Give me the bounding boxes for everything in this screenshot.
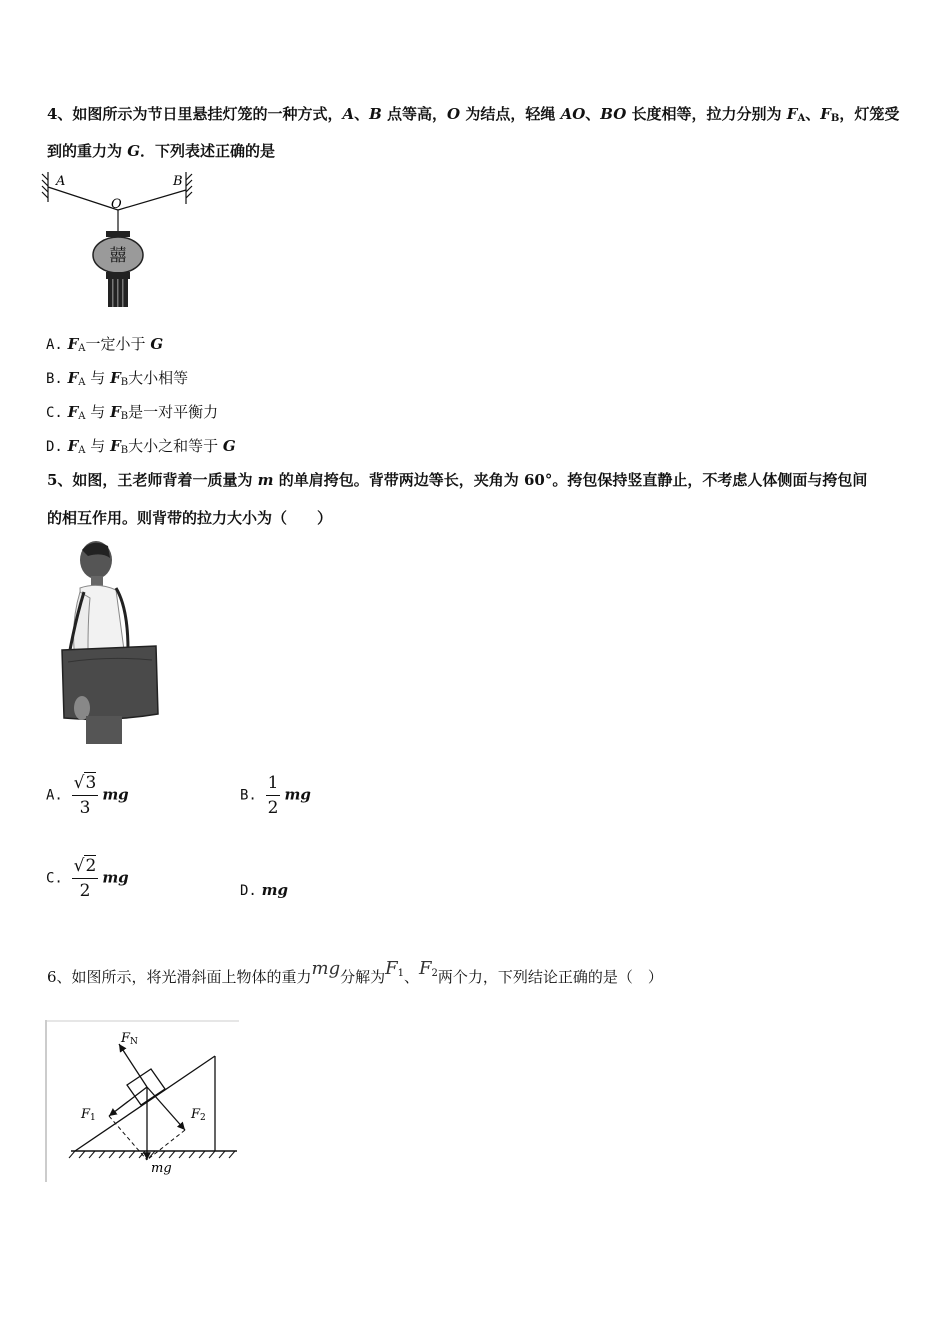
q4-text: 到的重力为 — [47, 142, 128, 160]
q5-stem-line1 — [47, 469, 867, 490]
neck — [91, 576, 103, 586]
option-text: 与 — [85, 403, 111, 421]
var-mg: mg — [261, 881, 289, 899]
q4-sub-a: A — [797, 113, 806, 124]
q4-option-d[interactable] — [46, 435, 236, 456]
var-f: F — [110, 403, 121, 421]
label-b: B — [173, 174, 183, 189]
sub: B — [120, 445, 129, 456]
var-f: F — [110, 369, 121, 387]
lantern-bottom — [106, 272, 130, 279]
fraction — [72, 856, 99, 901]
label-a: A — [56, 174, 66, 189]
denominator: 3 — [79, 798, 91, 818]
label-fn: FN — [121, 1031, 138, 1047]
q4-var-ao: AO — [560, 105, 586, 123]
option-text: 与 — [85, 437, 111, 455]
var-mg: mg — [284, 785, 311, 804]
option-text: 是一对平衡力 — [128, 403, 219, 421]
dashed-line-f1 — [109, 1116, 147, 1160]
q6-sub-1: 1 — [397, 968, 405, 979]
q6-stem — [47, 958, 663, 987]
q4-var-o: O — [447, 105, 461, 123]
q5-text: 5、如图，王老师背着一质量为 — [47, 471, 258, 489]
q4-stem-line2 — [47, 140, 275, 161]
sub: A — [78, 445, 86, 456]
var-f: F — [67, 335, 79, 353]
q5-option-b[interactable] — [240, 773, 311, 818]
q4-sep: 、 — [585, 105, 601, 123]
q6-var-f2: F — [419, 958, 432, 979]
q4-text: 4、如图所示为节日里悬挂灯笼的一种方式， — [47, 105, 343, 123]
sub: A — [78, 377, 86, 388]
lantern-tassel — [108, 279, 128, 307]
q4-text: ．下列表述正确的是 — [140, 142, 276, 160]
q4-var-fa: F — [786, 105, 798, 123]
rope-ao — [48, 187, 118, 210]
sub: A — [78, 411, 86, 422]
q6-text: 两个力，下列结论正确的是（ ） — [437, 968, 663, 986]
q4-text: 为结点，轻绳 — [460, 105, 561, 123]
denominator: 2 — [79, 881, 91, 901]
q4-var-a: A — [342, 105, 355, 123]
q6-var-f1: F — [385, 958, 398, 979]
var-f: F — [67, 403, 79, 421]
q4-option-a[interactable] — [46, 333, 163, 354]
q4-var-bo: BO — [600, 105, 627, 123]
f2-arrow — [147, 1087, 185, 1130]
dashed-line-f2 — [147, 1130, 185, 1160]
var-f: F — [67, 369, 79, 387]
q4-var-fb: F — [820, 105, 831, 123]
q4-option-c[interactable] — [46, 401, 218, 422]
q6-sep: 、 — [404, 968, 420, 986]
q5-option-c[interactable] — [46, 856, 129, 901]
label-mg: mg — [151, 1161, 172, 1176]
denominator: 2 — [267, 798, 279, 818]
q5-text: 的相互作用。则背带的拉力大小为（ ） — [47, 509, 333, 527]
q5-teacher-photo — [58, 538, 162, 746]
q4-var-g: G — [127, 142, 141, 160]
option-text: 大小相等 — [128, 369, 189, 387]
q4-text: ，灯笼受 — [839, 105, 900, 123]
option-text: 一定小于 — [85, 335, 151, 353]
option-label: C. — [46, 870, 63, 887]
q4-lantern-figure — [40, 168, 200, 310]
sqrt-icon: √ — [73, 856, 85, 876]
var-f: F — [67, 437, 79, 455]
q4-text: 长度相等，拉力分别为 — [626, 105, 787, 123]
q4-sep: 、 — [805, 105, 821, 123]
q5-text: 的单肩挎包。背带两边等长，夹角为 60°。挎包保持竖直静止，不考虑人体侧面与挎包间 — [273, 471, 868, 489]
q4-sep: 、 — [354, 105, 370, 123]
fraction — [266, 773, 281, 818]
option-label: B. — [46, 371, 63, 387]
sqrt-icon: √ — [73, 773, 85, 793]
left-wall — [42, 172, 48, 202]
q6-incline-figure — [45, 1020, 241, 1182]
option-label: A. — [46, 787, 63, 804]
right-wall — [186, 172, 192, 204]
q5-option-d[interactable] — [240, 881, 288, 899]
ground-hatch — [69, 1151, 235, 1158]
numerator: 1 — [266, 773, 281, 796]
var-mg: mg — [102, 868, 129, 887]
q6-text: 分解为 — [340, 968, 386, 986]
sub: B — [120, 411, 129, 422]
label-f1: F1 — [81, 1107, 96, 1123]
fraction — [72, 773, 99, 818]
option-text: 大小之和等于 — [128, 437, 223, 455]
q4-stem-line1 — [47, 103, 899, 124]
q6-var-mg: mg — [311, 958, 341, 979]
q5-option-a[interactable] — [46, 773, 129, 818]
numerator: 3 — [85, 773, 97, 793]
option-text: 与 — [85, 369, 111, 387]
option-label: B. — [240, 787, 257, 804]
var-f: F — [110, 437, 121, 455]
option-label: D. — [240, 883, 257, 899]
label-o: O — [111, 197, 122, 212]
q4-option-b[interactable] — [46, 367, 188, 388]
var-g: G — [150, 335, 164, 353]
var-g: G — [222, 437, 236, 455]
q6-text: 6、如图所示，将光滑斜面上物体的重力 — [47, 968, 312, 986]
q5-var-m: m — [257, 471, 274, 489]
legs — [86, 716, 122, 744]
q4-var-b: B — [369, 105, 382, 123]
sub: A — [78, 343, 86, 354]
option-label: A. — [46, 337, 63, 353]
q4-sub-b: B — [830, 113, 840, 124]
option-label: C. — [46, 405, 63, 421]
q4-text: 点等高， — [381, 105, 448, 123]
option-label: D. — [46, 439, 63, 455]
var-mg: mg — [102, 785, 129, 804]
label-f2: F2 — [191, 1107, 206, 1123]
numerator: 2 — [85, 856, 97, 876]
q5-stem-line2 — [47, 507, 332, 528]
q6-sub-2: 2 — [431, 968, 438, 979]
sub: B — [120, 377, 129, 388]
incline-slope — [75, 1056, 215, 1151]
lantern-cap — [106, 231, 130, 237]
lantern-character: 囍 — [109, 246, 127, 266]
rope-bo — [118, 190, 186, 210]
